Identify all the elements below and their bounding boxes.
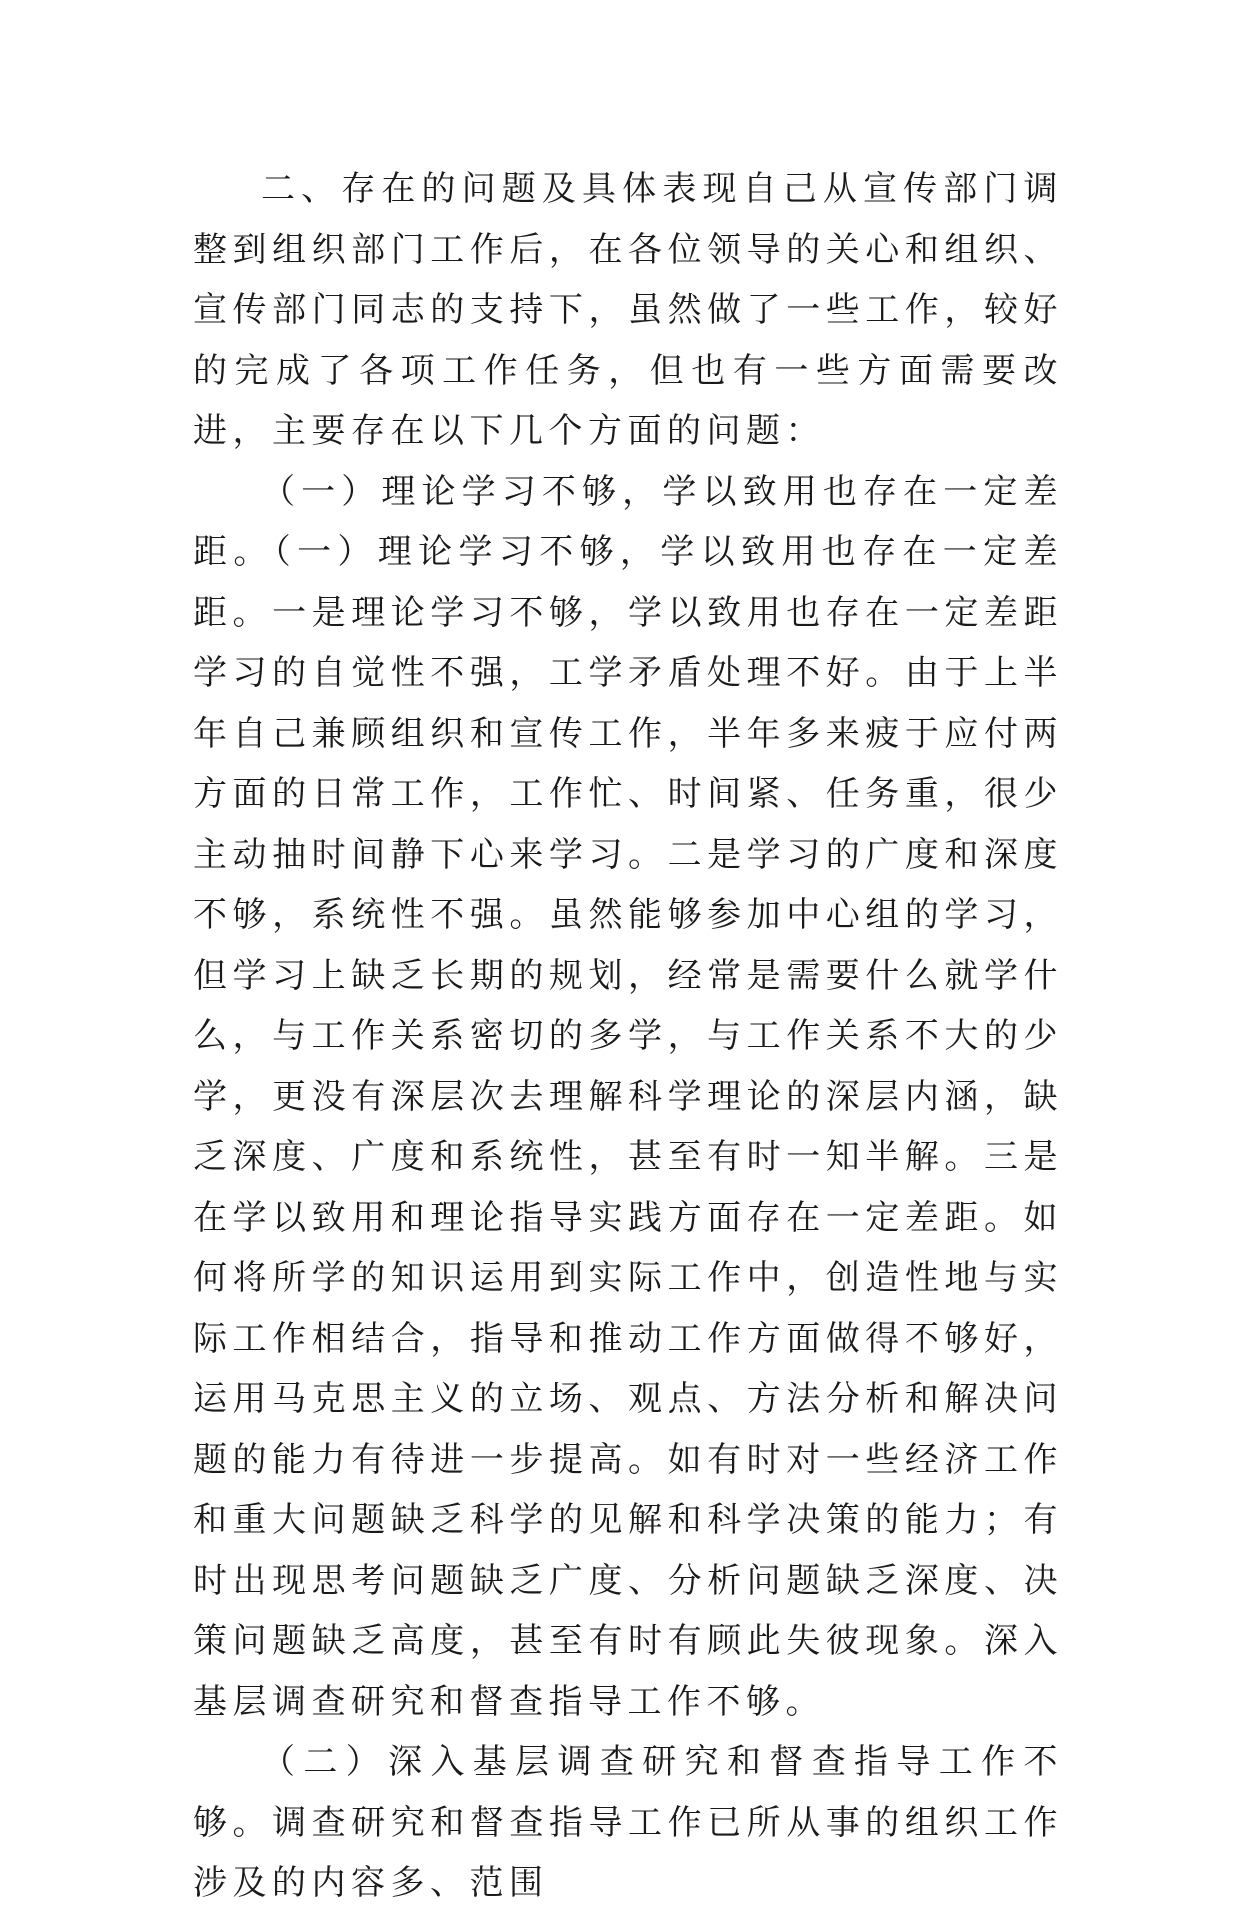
paragraph-theory-study: （一）理论学习不够，学以致用也存在一定差距。（一）理论学习不够，学以致用也存在一定差距。一是理论学习不够，学以致用也存在一定差距学习的自觉性不强，工学矛盾处理不好。由于上半年自己兼顾组织和宣传工作，半年多来疲于应付两方面的日常工作，工作忙、时间紧、任务重，很少主动抽时间静下心来学习。二是学习的广度和深度不够，系统性不强。虽然能够参加中心组的学习，但学习上缺乏长期的规划，经常是需要什么就学什么，与工作关系密切的多学，与工作关系不大的少学，更没有深层次去理解科学理论的深层内涵，缺乏深度、广度和系统性，甚至有时一知半解。三是在学以致用和理论指导实践方面存在一定差距。如何将所学的知识运用到实际工作中，创造性地与实际工作相结合，指导和推动工作方面做得不够好，运用马克思主义的立场、观点、方法分析和解决问题的能力有待进一步提高。如有时对一些经济工作和重大问题缺乏科学的见解和科学决策的能力；有时出现思考问题缺乏广度、分析问题缺乏深度、决策问题缺乏高度，甚至有时有顾此失彼现象。深入基层调查研究和督查指导工作不够。 — [193, 471, 1063, 1722]
document-body — [193, 159, 1063, 1914]
paragraph-grassroots-research: （二）深入基层调查研究和督查指导工作不够。调查研究和督查指导工作已所从事的组织工作涉及的内容多、范围 — [193, 1742, 1063, 1903]
paragraph-problems-intro: 二、存在的问题及具体表现自己从宣传部门调整到组织部门工作后，在各位领导的关心和组织、宣传部门同志的支持下，虽然做了一些工作，较好的完成了各项工作任务，但也有一些方面需要改进，主要存在以下几个方面的问题： — [193, 169, 1063, 451]
